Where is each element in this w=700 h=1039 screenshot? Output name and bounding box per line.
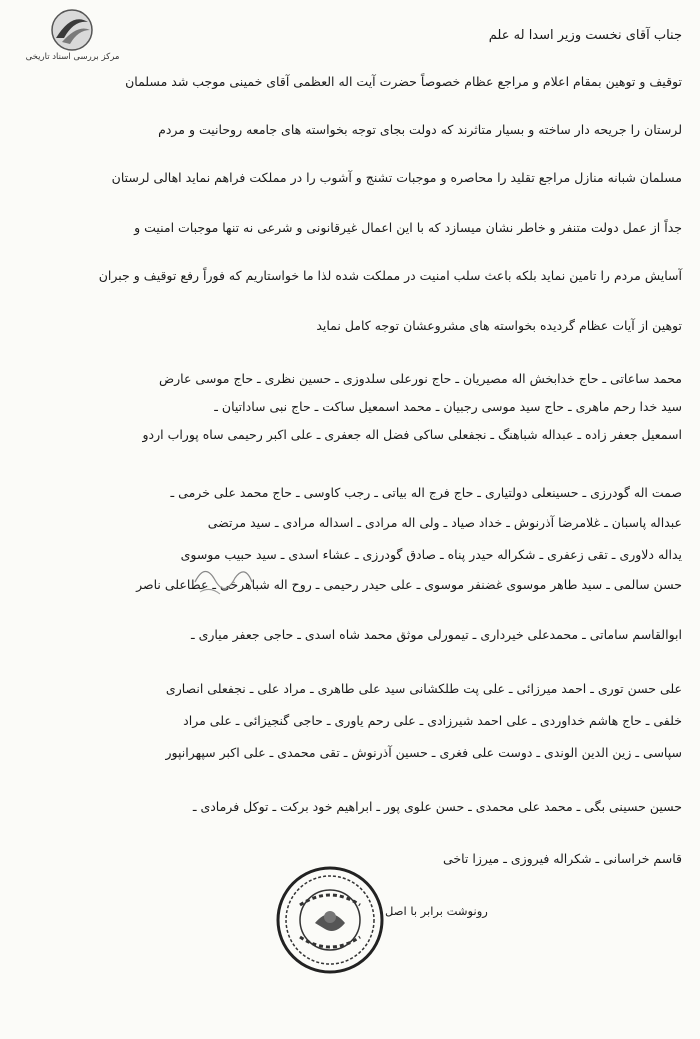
signature-line: یداله دلاوری ـ تقی زعفری ـ شکراله حیدر پناه ـ صادق گودرزی ـ عشاء اسدی ـ سید حبیب موسوی (180, 547, 682, 562)
logo-caption: مرکز بررسی اسناد تاریخی (25, 52, 120, 62)
certification-note: رونوشت برابر با اصل (385, 904, 488, 918)
signature-line: خلفی ـ حاج هاشم خداوردی ـ علی احمد شیرزادی ـ علی رحم یاوری ـ حاجی گنجیزائی ـ علی مراد (183, 713, 682, 728)
archive-emblem-icon (44, 8, 100, 52)
body-line: توهین از آیات عظام گردیده بخواسته های مشروعشان توجه کامل نماید (316, 318, 682, 333)
signature-line: محمد ساعاتی ـ حاج خدابخش اله مصیریان ـ حاج نورعلی سلدوزی ـ حسین نظری ـ حاج موسی عارض (159, 371, 682, 386)
official-seal-icon (275, 865, 385, 975)
signature-line: ابوالقاسم ساماتی ـ محمدعلی خیرداری ـ تیمورلی موثق محمد شاه اسدی ـ حاجی جعفر میاری ـ (190, 627, 682, 642)
body-line: مسلمان شبانه منازل مراجع تقلید را محاصره و موجبات تشنج و آشوب را در مملکت فراهم نماید اهالی لرستان (111, 170, 682, 185)
signature-line: اسمعیل جعفر زاده ـ عبداله شباهنگ ـ نجفعلی ساکی فضل اله جعفری ـ علی اکبر رحیمی ساه پوراب اردو (142, 427, 682, 442)
body-line: لرستان را جریحه دار ساخته و بسیار متاثرند که دولت بجای توجه بخواسته های جامعه روحانیت و مردم (158, 122, 682, 137)
archive-logo (10, 8, 135, 66)
signature-line: قاسم خراسانی ـ شکراله فیروزی ـ میرزا تاخی (442, 851, 682, 866)
body-line: جداً از عمل دولت متنفر و خاطر نشان میسازد که با این اعمال غیرقانونی و شرعی نه تنها موجبات امنیت و (134, 220, 682, 235)
signature-line: حسن سالمی ـ سید طاهر موسوی غضنفر موسوی ـ علی حیدر رحیمی ـ روح اله شباهرخی ـ عطاعلی ناصر (136, 577, 682, 592)
salutation: جناب آقای نخست وزیر اسدا له علم (488, 28, 682, 43)
signature-line: سید خدا رحم ماهری ـ حاج سید موسی رجبیان ـ محمد اسمعیل ساکت ـ حاج نبی ساداتیان ـ (214, 399, 682, 414)
signature-line: سپاسی ـ زین الدین الوندی ـ دوست علی فغری ـ حسین آذرنوش ـ تقی محمدی ـ علی اکبر سپهرانپور (165, 745, 682, 760)
body-line: آسایش مردم را تامین نماید بلکه باعث سلب امنیت در مملکت شده لذا ما خواستاریم که فوراً رفع توقیف و جبران (98, 268, 682, 283)
signature-line: علی حسن توری ـ احمد میرزائی ـ علی پت طلکشانی سید علی طاهری ـ مراد علی ـ نجفعلی انصاری (165, 681, 682, 696)
signature-line: صمت اله گودرزی ـ حسینعلی دولتیاری ـ حاج فرج اله بیاتی ـ رجب کاوسی ـ حاج محمد علی خرمی ـ (170, 485, 682, 500)
signature-line: عبداله پاسبان ـ غلامرضا آذرنوش ـ خداد صیاد ـ ولی اله مرادی ـ اسداله مرادی ـ سید مرتضی (207, 515, 682, 530)
body-line: توقیف و توهین بمقام اعلام و مراجع عظام خصوصاً حضرت آیت اله العظمی آقای خمینی موجب شد مسلمان (125, 74, 682, 89)
marginal-scribble (190, 552, 270, 602)
signature-line: حسین حسینی بگی ـ محمد علی محمدی ـ حسن علوی پور ـ ابراهیم خود برکت ـ توکل فرمادی ـ (192, 799, 682, 814)
